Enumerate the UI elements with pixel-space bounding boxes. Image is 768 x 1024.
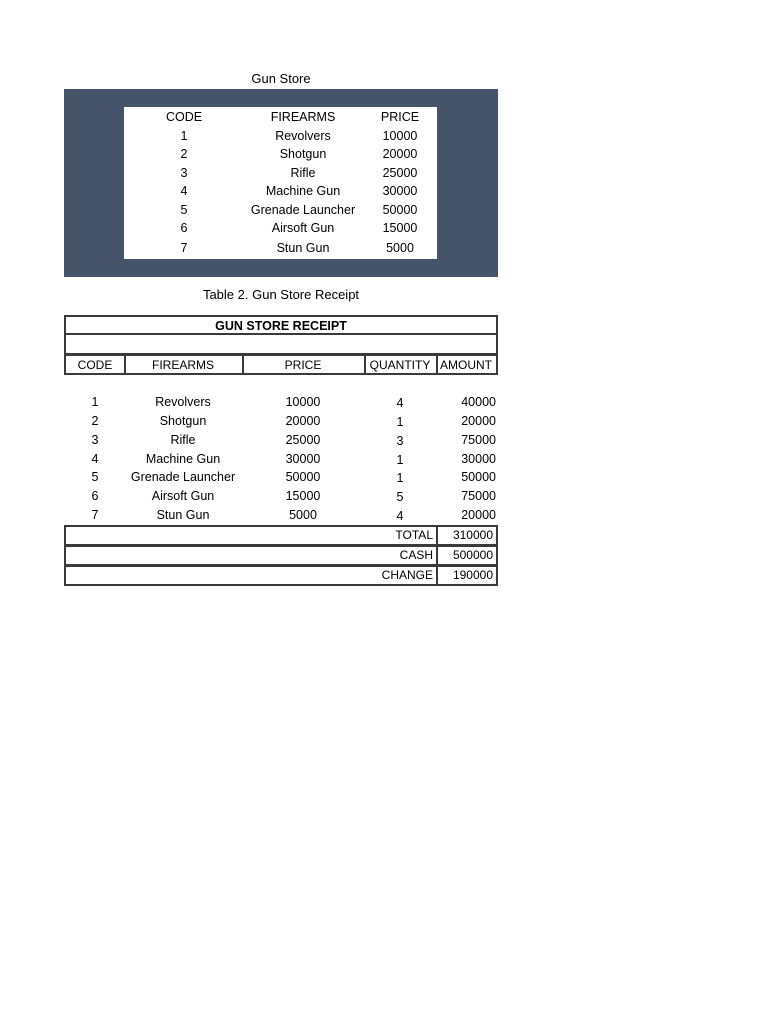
cell-quantity: 4 [396, 396, 404, 410]
cell-price: 25000 [285, 433, 321, 447]
table-row [124, 182, 437, 200]
cell-price: 20000 [382, 147, 418, 161]
table-row [64, 487, 498, 505]
cash-label: CASH [64, 545, 438, 566]
receipt-header-code: CODE [64, 354, 126, 375]
cell-price: 20000 [285, 414, 321, 428]
cell-amount: 20000 [461, 508, 496, 522]
table-row [64, 393, 498, 411]
cell-code: 6 [180, 221, 188, 235]
table-row [124, 164, 437, 182]
cell-firearm: Machine Gun [145, 452, 221, 466]
cell-code: 4 [180, 184, 188, 198]
cell-price: 50000 [285, 470, 321, 484]
cell-quantity: 3 [396, 434, 404, 448]
cell-quantity: 1 [396, 415, 404, 429]
table-row [124, 219, 437, 237]
total-value: 310000 [436, 525, 498, 546]
cell-quantity: 4 [396, 509, 404, 523]
cell-firearm: Revolvers [155, 395, 211, 409]
cell-code: 2 [91, 414, 99, 428]
cell-code: 2 [180, 147, 188, 161]
cell-amount: 75000 [461, 489, 496, 503]
table-row [124, 145, 437, 163]
table-row [64, 450, 498, 468]
cell-firearm: Shotgun [279, 147, 327, 161]
cell-price: 15000 [285, 489, 321, 503]
cell-firearm: Stun Gun [156, 508, 210, 522]
price-table-title: Gun Store [251, 71, 311, 86]
cell-code: 7 [91, 508, 99, 522]
cell-amount: 20000 [461, 414, 496, 428]
cell-amount: 30000 [461, 452, 496, 466]
cell-price: 30000 [382, 184, 418, 198]
change-value: 190000 [436, 565, 498, 586]
cell-price: 15000 [382, 221, 418, 235]
cell-amount: 40000 [461, 395, 496, 409]
price-table [124, 107, 437, 259]
total-label: TOTAL [64, 525, 438, 546]
header-firearms: FIREARMS [270, 110, 336, 124]
table-row [64, 506, 498, 524]
table-row [124, 201, 437, 219]
cell-quantity: 5 [396, 490, 404, 504]
cell-firearm: Rifle [290, 166, 316, 180]
cell-code: 5 [91, 470, 99, 484]
cell-price: 10000 [285, 395, 321, 409]
receipt-header-quantity: QUANTITY [364, 354, 438, 375]
cell-price: 5000 [289, 508, 317, 522]
header-price: PRICE [380, 110, 420, 124]
cell-quantity: 1 [396, 453, 404, 467]
receipt-header-firearms: FIREARMS [124, 354, 244, 375]
cell-quantity: 1 [396, 471, 404, 485]
table-row [124, 239, 437, 257]
cell-price: 30000 [285, 452, 321, 466]
cell-amount: 50000 [461, 470, 496, 484]
cell-firearm: Airsoft Gun [151, 489, 215, 503]
cell-code: 6 [91, 489, 99, 503]
cash-value: 500000 [436, 545, 498, 566]
cell-price: 25000 [382, 166, 418, 180]
receipt-caption: Table 2. Gun Store Receipt [202, 287, 360, 302]
receipt-title: GUN STORE RECEIPT [64, 315, 498, 335]
cell-firearm: Airsoft Gun [271, 221, 335, 235]
cell-price: 5000 [386, 241, 414, 255]
cell-price: 50000 [382, 203, 418, 217]
cell-amount: 75000 [461, 433, 496, 447]
table-row [64, 431, 498, 449]
cell-firearm: Grenade Launcher [250, 203, 356, 217]
cell-code: 5 [180, 203, 188, 217]
receipt-blank-row [64, 335, 498, 355]
header-code: CODE [165, 110, 203, 124]
cell-code: 3 [180, 166, 188, 180]
table-row [124, 127, 437, 145]
cell-firearm: Stun Gun [276, 241, 330, 255]
cell-firearm: Rifle [170, 433, 196, 447]
table-row [64, 468, 498, 486]
price-table-header-row [124, 108, 437, 126]
cell-code: 3 [91, 433, 99, 447]
cell-firearm: Grenade Launcher [130, 470, 236, 484]
receipt-header-price: PRICE [242, 354, 366, 375]
cell-firearm: Shotgun [159, 414, 207, 428]
table-row [64, 412, 498, 430]
cell-code: 1 [91, 395, 99, 409]
receipt-header-amount: AMOUNT [436, 354, 498, 375]
cell-code: 7 [180, 241, 188, 255]
cell-price: 10000 [382, 129, 418, 143]
cell-firearm: Machine Gun [265, 184, 341, 198]
cell-code: 4 [91, 452, 99, 466]
change-label: CHANGE [64, 565, 438, 586]
cell-code: 1 [180, 129, 188, 143]
cell-firearm: Revolvers [275, 129, 331, 143]
